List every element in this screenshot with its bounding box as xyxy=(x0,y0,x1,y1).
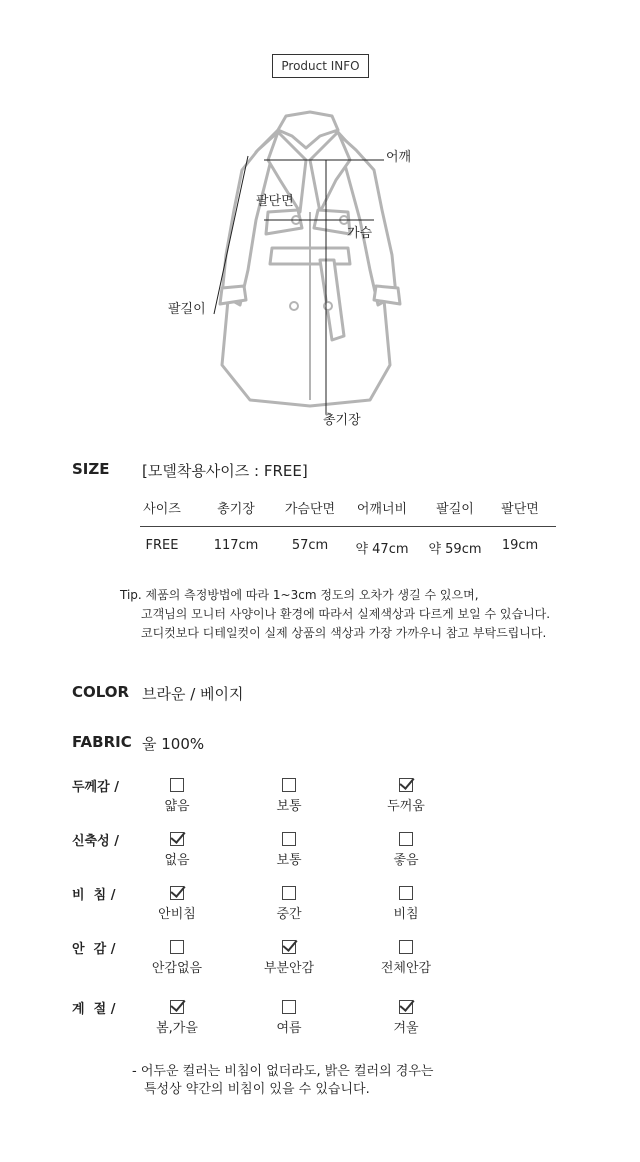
attribute-option[interactable] xyxy=(122,940,232,976)
attribute-option[interactable] xyxy=(351,940,461,976)
attribute-option[interactable] xyxy=(234,778,344,814)
checked-box-icon[interactable] xyxy=(170,886,184,900)
tip-line: 고객님의 모니터 사양이나 환경에 따라서 실제색상과 다르게 보일 수 있습니다. xyxy=(141,607,551,621)
measurement-tip xyxy=(120,586,550,643)
attribute-option-label: 안감없음 xyxy=(151,961,203,976)
attribute-option-label: 부분안감 xyxy=(263,961,315,976)
attribute-option-label: 전체안감 xyxy=(380,961,432,976)
checked-box-icon[interactable] xyxy=(399,1000,413,1014)
tip-line: 코디컷보다 디테일컷이 실제 상품의 색상과 가장 가까우니 참고 부탁드립니다. xyxy=(141,626,547,640)
tip-line: Tip. 제품의 측정방법에 따라 1~3cm 정도의 오차가 생길 수 있으며, xyxy=(120,588,479,602)
empty-box-icon[interactable] xyxy=(282,832,296,846)
size-cell: 57cm xyxy=(291,538,329,553)
checked-box-icon[interactable] xyxy=(399,778,413,792)
empty-box-icon[interactable] xyxy=(399,886,413,900)
attribute-option[interactable] xyxy=(351,832,461,868)
size-cell: FREE xyxy=(145,538,179,553)
size-col-header: 총기장 xyxy=(217,502,255,517)
attribute-option-label: 봄,가을 xyxy=(156,1021,198,1036)
sleeve-hem-label: 팔단면 xyxy=(256,194,294,209)
note-line: - 어두운 컬러는 비침이 없더라도, 밝은 컬러의 경우는 xyxy=(132,1064,434,1079)
checked-box-icon[interactable] xyxy=(170,1000,184,1014)
attribute-option[interactable] xyxy=(122,778,232,814)
size-cell: 약 59cm xyxy=(428,542,482,557)
size-col-header: 팔길이 xyxy=(436,502,474,517)
checked-box-icon[interactable] xyxy=(170,832,184,846)
size-heading: SIZE xyxy=(72,460,110,478)
attribute-option-label: 중간 xyxy=(276,907,302,922)
color-label: COLOR xyxy=(72,683,130,701)
model-size: [모델착용사이즈 : FREE] xyxy=(142,462,308,480)
attribute-option[interactable] xyxy=(234,832,344,868)
size-col-header: 팔단면 xyxy=(501,502,539,517)
empty-box-icon[interactable] xyxy=(399,832,413,846)
attribute-option-label: 보통 xyxy=(276,853,302,868)
attribute-name: 비 침 / xyxy=(72,888,116,903)
attribute-option-label: 얇음 xyxy=(164,799,190,814)
attribute-name: 안 감 / xyxy=(72,942,116,957)
empty-box-icon[interactable] xyxy=(282,1000,296,1014)
empty-box-icon[interactable] xyxy=(282,778,296,792)
empty-box-icon[interactable] xyxy=(170,778,184,792)
shoulder-label: 어깨 xyxy=(386,150,412,165)
coat-diagram xyxy=(160,100,460,430)
fabric-value: 울 100% xyxy=(142,735,205,753)
attribute-option[interactable] xyxy=(234,886,344,922)
color-value: 브라운 / 베이지 xyxy=(142,685,244,703)
transparency-note xyxy=(132,1063,433,1099)
size-cell: 약 47cm xyxy=(355,542,409,557)
attribute-option[interactable] xyxy=(122,832,232,868)
note-line: 특성상 약간의 비침이 있을 수 있습니다. xyxy=(144,1082,370,1097)
total-length-label: 총기장 xyxy=(323,413,361,428)
empty-box-icon[interactable] xyxy=(170,940,184,954)
attribute-option-label: 없음 xyxy=(164,853,190,868)
sleeve-length-label: 팔길이 xyxy=(168,302,206,317)
attribute-option[interactable] xyxy=(234,1000,344,1036)
attribute-option-label: 비침 xyxy=(393,907,419,922)
size-col-header: 어깨너비 xyxy=(356,502,408,517)
attribute-name: 신축성 / xyxy=(72,834,119,849)
attribute-option-label: 안비침 xyxy=(158,907,196,922)
attribute-option-label: 두꺼움 xyxy=(387,799,425,814)
attribute-option[interactable] xyxy=(122,886,232,922)
empty-box-icon[interactable] xyxy=(399,940,413,954)
attribute-option-label: 겨울 xyxy=(393,1021,419,1036)
attribute-option-label: 여름 xyxy=(276,1021,302,1036)
attribute-option[interactable] xyxy=(234,940,344,976)
attribute-option-label: 보통 xyxy=(276,799,302,814)
size-cell: 19cm xyxy=(501,538,539,553)
size-cell: 117cm xyxy=(213,538,259,553)
size-col-header: 사이즈 xyxy=(143,502,181,517)
product-info-badge: Product INFO xyxy=(272,54,369,78)
attribute-option[interactable] xyxy=(351,886,461,922)
empty-box-icon[interactable] xyxy=(282,886,296,900)
checked-box-icon[interactable] xyxy=(282,940,296,954)
attribute-option-label: 좋음 xyxy=(393,853,419,868)
fabric-label: FABRIC xyxy=(72,733,132,751)
attribute-name: 두께감 / xyxy=(72,780,119,795)
size-table-divider xyxy=(140,526,556,527)
attribute-option[interactable] xyxy=(351,778,461,814)
attribute-name: 계 절 / xyxy=(72,1002,116,1017)
attribute-option[interactable] xyxy=(122,1000,232,1036)
attribute-option[interactable] xyxy=(351,1000,461,1036)
chest-label: 가슴 xyxy=(347,226,373,241)
size-col-header: 가슴단면 xyxy=(284,502,336,517)
